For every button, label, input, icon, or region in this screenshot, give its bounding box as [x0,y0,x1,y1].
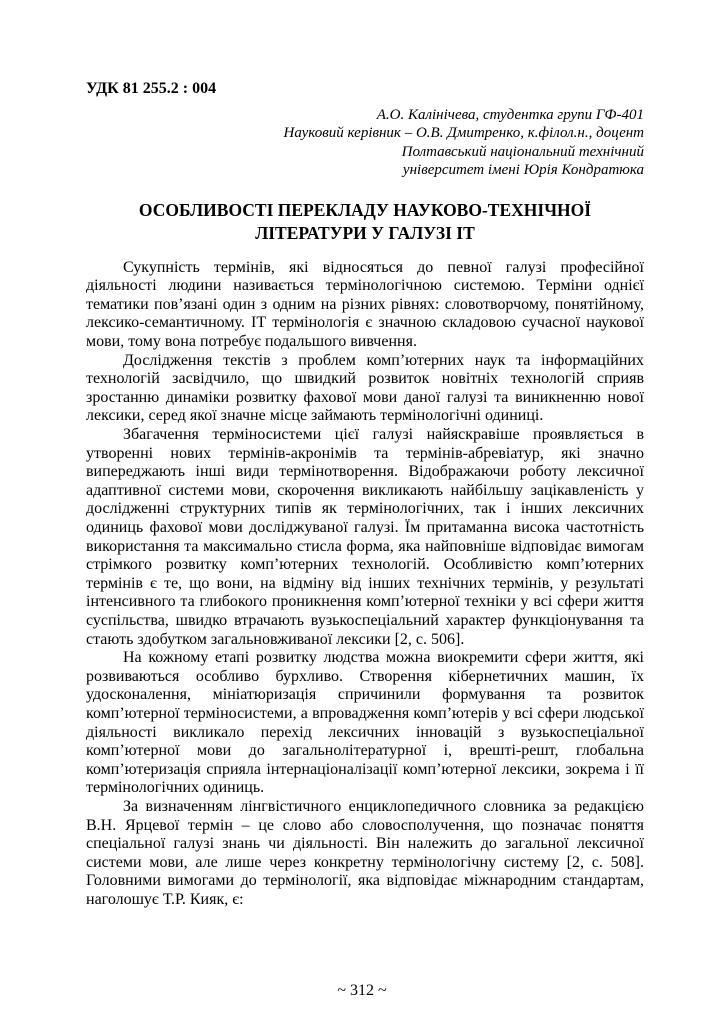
paragraph: За визначенням лінгвістичного енциклопедичного словника за редакцією В.Н. Ярцевої термін – це слово або словосполучення, що позначає поняття спеціальної галузі знань чи діяльності. Він належить до загальної лексичної системи мови, але лише через конкретну термінологічну систему [2, с. 508]. Головними вимогами до термінології, яка відповідає міжнародним стандартам, наголошує Т.Р. Кияк, є: [86,797,644,908]
paragraph: Дослідження текстів з проблем комп’ютерних наук та інформаційних технологій засвідчило, що швидкий розвиток новітніх технологій сприяв зростанню динаміки розвитку фахової мови даної галузі та виникненню нової лексики, серед якої значне місце займають термінологічні одиниці. [86,351,644,425]
author-line-university-2: університет імені Юрія Кондратюка [402,161,644,178]
paragraph: На кожному етапі розвитку людства можна виокремити сфери життя, які розвиваються особливо бурхливо. Створення кібернетичних машин, їх удосконалення, мініатюризація спричинили формування та розвиток комп’ютерної терміносистеми, а впровадження комп’ютерів у всі сфери людської діяльності викликало перехід лексичних інновацій з вузькоспеціальної комп’ютерної мови до загальнолітературної і, врешті-решт, глобальна комп’ютеризація сприяла інтернаціоналізації комп’ютерної лексики, зокрема і її термінологічних одиниць. [86,649,644,797]
article-body [86,259,644,910]
author-block [86,106,644,179]
paragraph: Сукупність термінів, які відносяться до певної галузі професійної діяльності людини називається термінологічною системою. Терміни однієї тематики пов’язані один з одним на різних рівнях: словотворчому, понятійному, лексико-семантичному. ІТ термінологія є значною складовою сучасної наукової мови, тому вона потребує подальшого вивчення. [86,258,644,351]
page-title: ОСОБЛИВОСТІ ПЕРЕКЛАДУ НАУКОВО-ТЕХНІЧНОЇ ЛІТЕРАТУРИ У ГАЛУЗІ ІТ [138,200,592,243]
author-line-name: А.О. Калінічева, студентка групи ГФ-401 [376,107,644,123]
author-line-supervisor: Науковий керівник – О.В. Дмитренко, к.філол.н., доцент [283,125,644,142]
paragraph: Збагачення терміносистеми цієї галузі найяскравіше проявляється в утворенні нових термінів-акронімів та термінів-абревіатур, які значно випереджають інші види термінотворення. Відображаючи роботу лексичної адаптивної системи мови, скорочення викликають найбільшу зацікавленість у дослідженні структурних типів як термінологічних, так і інших лексичних одиниць фахової мови досліджуваної галузі. Їм притаманна висока частотність використання та максимально стисла форма, яка найповніше відповідає вимогам стрімкого розвитку комп’ютерних технологій. Особливістю комп’ютерних термінів є те, що вони, на відміну від інших технічних термінів, у результаті інтенсивного та глибокого проникнення комп’ютерної техніки у всі сфери життя суспільства, швидко втрачають вузькоспеціальний характер функціонування та стають здобутком загальновживаної лексики [2, с. 506]. [86,426,644,648]
udc-number: УДК 81 255.2 : 004 [86,80,217,97]
page-number: ~ 312 ~ [337,982,387,999]
author-line-university-1: Полтавський національний технічний [401,143,644,160]
